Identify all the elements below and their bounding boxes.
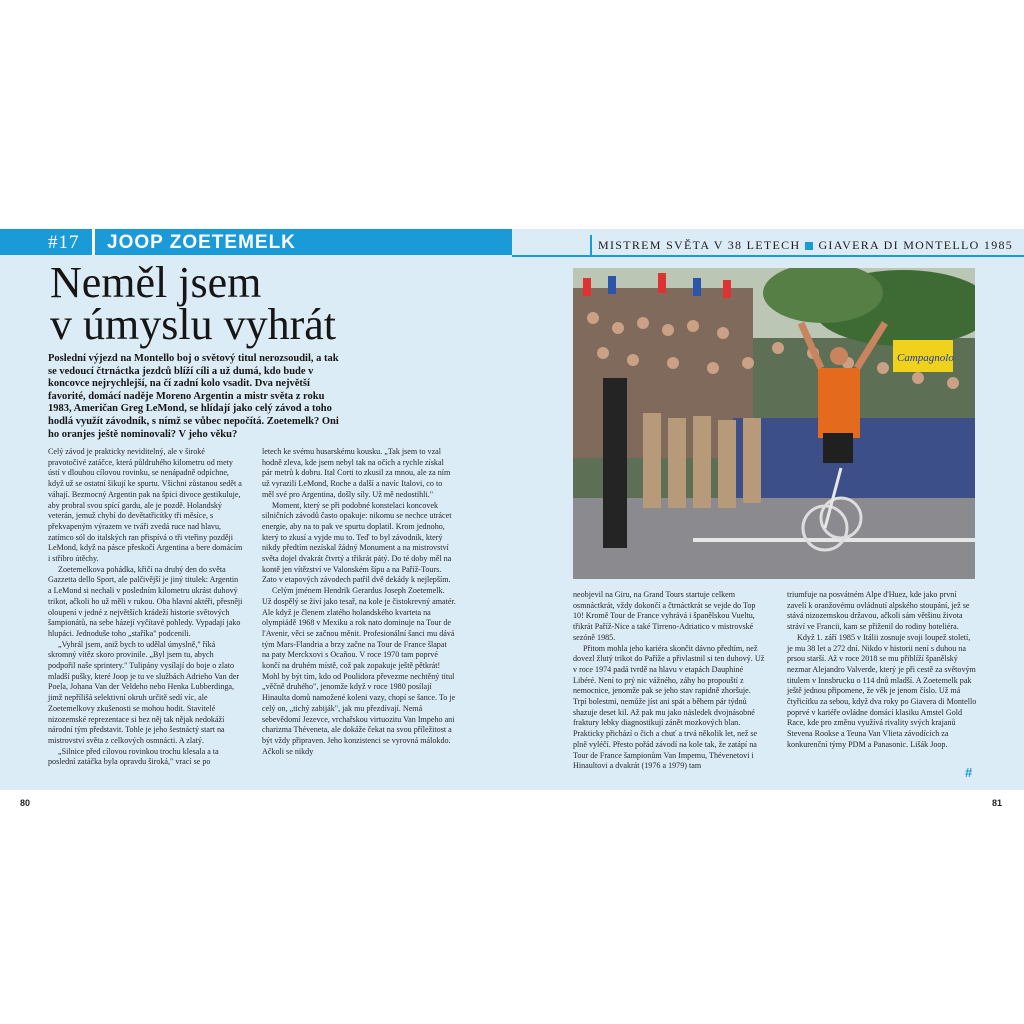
header-rule [512, 255, 1024, 257]
header-subtitle-rule [590, 235, 592, 255]
page-number-left: 80 [20, 798, 31, 808]
paragraph: „Vyhrál jsem, aniž bych to udělal úmyslně," říká skromný vítěz skoro provinile. „Byl jsem tu, abych podpořil naše sprintery." Tulipány vysílají do boje o zlato mladší pušky, které Joop je tu ve službách Adrieho Van der Poela, Johana Van der Veldeho nebo Henka Lubberdinga, jimž nepřílišá selektivní okruh určitě sedí víc, ale Zoetemelkovy zkušenosti se mohou hodit. Stavitelé nizozemské reprezentace si bez něj tak nějak nedokáží národní tým představit. Tohle je jeho šestnáctý start na mistrovství světa z celkových osmnácti. A zlatý. [48, 639, 240, 745]
finish-line-photo [573, 268, 975, 579]
paragraph: „Silnice před cílovou rovinkou trochu klesala a ta poslední zatáčka byla opravdu široká," vrací se po [48, 746, 219, 767]
paragraph: Celý závod je prakticky neviditelný, ale v široké pravotočivé zatáčce, která půldruhého kilometru od mety ústí v dlouhou cílovou rovinku, se nenápadně odpíchne, když už se ostatní šikují ke spurtu. Všichni zůstanou sedět a váhají. Bezmocný Argentin pak na špici divoce gestikuluje, aby probral svou spící gardu, ale je pozdě. Holandský veterán, jemuž chybí do devětatřicítky tři měsíce, s překvapeným výrazem ve tváři zvedá ruce nad hlavu, zatímco sól do italských ran přispívá o tři vteřiny později LeMond, když na pásce přeskočí Argentina a bere domácím i stříbro útěchy. [48, 447, 243, 564]
lead-paragraph: Poslední výjezd na Montello boj o světový titul nerozsoudil, a tak se vedoucí čtrnáctka jezdců blíží cíli a už dumá, kdo bude v koncovce nejrychlejší, na čí zadní kolo vsadit. Dva největší favorité, domácí naděje Moreno Argentin a mistr světa z roku 1983, Američan Greg LeMond, se hlídají jako celý závod a toho hodlá využít závodník, s nímž se vůbec nepočítá. Zoetemelk? Oni ho oranjes ještě nominovali? V jeho věku? [48, 353, 339, 440]
paragraph: Moment, který se při podobné konstelaci koncovek silničních závodů často opakuje: nikomu se nechce utrácet energie, aby na to pak ve spurtu doplatil. Krom jednoho, který to zkusí a vyjde mu to. Teď to byl závodník, který nikdy předtím nezískal žádný Monument a na mistrovství světa dojel dvakrát čtvrtý a třikrát pátý. Do té doby měl na kontě jen vítězství ve Valonském šípu a na Paříž-Tours. Zato v etapových závodech patřil dvě dekády k nejlepším. [262, 500, 452, 585]
article-title [50, 258, 510, 349]
paragraph: Když 1. září 1985 v Itálii zosnuje svoji loupež století, je mu 38 let a 272 dní. Nikdo v historii není s duhou na prsou starší. Až v roce 2018 se mu přiblíží španělský nezmar Alejandro Valverde, který je při cestě za světovým titulem v Innsbrucku o 114 dnů mladší. A Zoetemelk pak ještě jednou připomene, že věk je jenom číslo. Už má čtyřicítku za sebou, když dva roky po Giavera di Montello poprvé v kariéře ovládne domácí klasiku Amstel Gold Race, kde pro změnu využívá rivality svých krajanů Stevena Rookse a Teuna Van Vlieta závodících za konkurenční týmy PDM a Panasonic. Lišák Joop. [787, 632, 977, 749]
paragraph: Zoetemelkova pohádka, křičí na druhý den do světa Gazzetta dello Sport, ale palčivější je jiný titulek: Argentin a LeMond si nechali v posledním kilometru ukrást duhový trikot, ačkoli ho už měli v rukou. Oba hlavní aktéři, přesněji oloupení v jedné z největších krádeží historie světových šampionátů, na sebe házejí vyčítavé pohledy. Vypadají jako hlupáci. Jednoduše toho „staříka" podcenili. [48, 564, 243, 638]
text-column-3 [573, 590, 765, 772]
paragraph: Celým jménem Hendrik Gerardus Joseph Zoetemelk. Už dospělý se živí jako tesař, na kole je čistokrevný amatér. Ale když je členem zlatého holandského kvarteta na olympiádě 1968 v Mexiku a rok nato dominuje na Tour de l'Avenir, věci se začnou měnit. Profesionální šanci mu dává tým Mars-Flandria a brzy začne na Tour de France šlapat na paty Merckxovi s Ocañou. V roce 1970 tam poprvé končí na druhém místě, což pak zopakuje ještě pětkrát! Mohl by být tím, kdo od Poulidora převezme nechtěný titul „věčně druhého", jenomže když v roce 1980 posílají Hinaulta domů namožené koleni vazy, chopí se šance. To je celý on, „tichý zabiják", jak mu přezdívají. Nemá sebevědomí Jezevce, vrchařskou virtuozitu Van Impeho ani charizma Thévenetа, ale dokáže čekat na svou příležitost a být vždy připraven. Jeho konzistenci se vyrovná málokdo. Ačkoli se nikdy [262, 586, 456, 756]
text-column-1 [48, 447, 243, 768]
paragraph: letech ke svému husarskému kousku. „Tak jsem to vzal hodně zleva, kde jsem nebyl tak na očích a rychle získal pár metrů k dobru. Ital Corti to zkusil za mnou, ale za ním už vyrazili LeMond, Roche a další a navíc Italovi, co to měl své pro Argentina, došly síly. Už mě nedostihli." [262, 447, 451, 499]
paragraph: Přitom mohla jeho kariéra skončit dávno předtím, než dovezl žlutý trikot do Paříže a přivlastnil si ten duhový. Už v roce 1974 padá tvrdě na hlavu v etapách Dauphiné Libéré. Není to prý nic vážného, záhy ho propouští z nemocnice, jenomže pak se jeho stav rapidně zhoršuje. Trpí bolestmi, nemůže jíst ani spát a během pár týdnů shazuje deset kil. Až pak mu jako následek dvojnásobné fraktury lebky diagnostikují zánět mozkových blan. Prakticky přichází o čich a chuť a trvá několik let, než se plně vyléčí. Přesto pořád závodí na kole tak, že zatápí na Tour de France šampionům Van Impemu, Thévenetovi i Hinaultovi a dvakrát (1976 a 1979) tam [573, 643, 765, 771]
square-bullet-icon [805, 242, 813, 250]
chapter-name: JOOP ZOETEMELK [107, 232, 296, 253]
paragraph: triumfuje na posvátném Alpe d'Huez, kde jako první zavelí k oranžovému ovládnutí alpského stoupání, jež se stává nizozemskou državou, ačkoli sám většinu života stráví ve Francii, kam se přiženil do rodiny hoteliéra. [787, 590, 970, 632]
page-number-right: 81 [992, 798, 1003, 808]
subtitle-left: MISTREM SVĚTA V 38 LETECH [598, 238, 801, 252]
text-column-4 [787, 590, 977, 751]
title-line-2: v úmyslu vyhrát [50, 300, 336, 349]
header-divider [92, 229, 95, 255]
text-column-2 [262, 447, 456, 757]
subtitle-right: GIAVERA DI MONTELLO 1985 [818, 238, 1014, 252]
paragraph: neobjevil na Giru, na Grand Tours startuje celkem osmnáctkrát, vždy dokončí a čtrnáctkrát se vejde do Top 10! Kromě Tour de France vyhrává i španělskou Vueltu, třikrát Paříž-Nice a také Tirreno-Adriatico v mistrovské sezóně 1985. [573, 590, 756, 642]
sign-text: Campagnolo [897, 352, 954, 364]
end-mark-icon: # [965, 765, 973, 780]
chapter-number: #17 [48, 232, 80, 253]
header-subtitle [598, 238, 1013, 253]
title-line-1: Neměl jsem [50, 258, 262, 307]
